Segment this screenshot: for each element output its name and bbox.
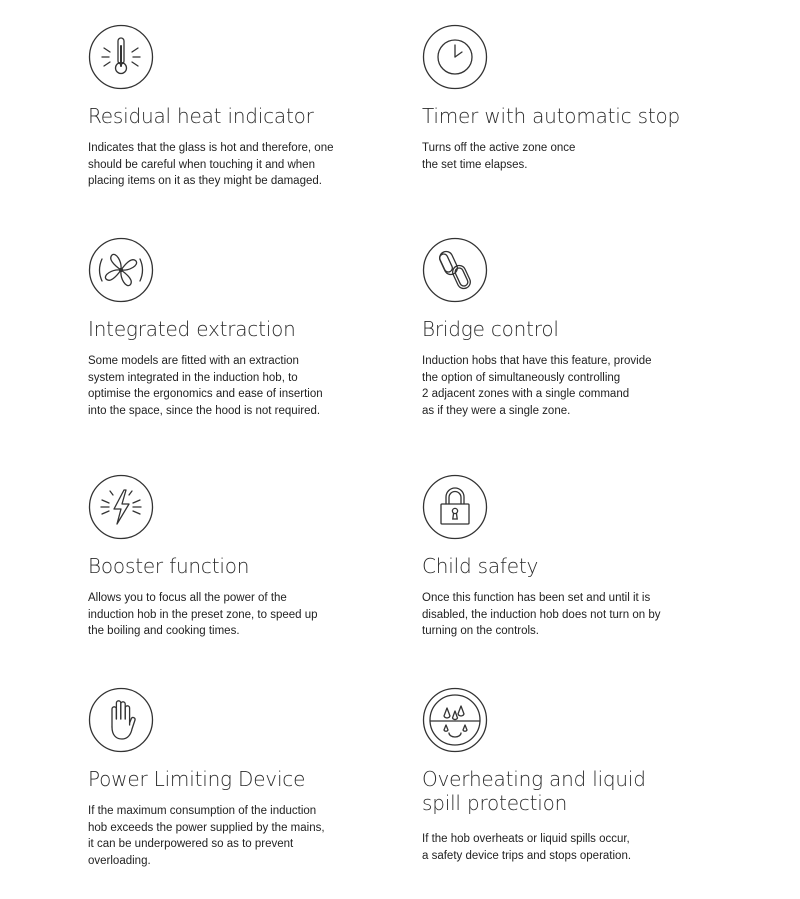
- feature-description: If the hob overheats or liquid spills occur, a safety device trips and stops operation.: [422, 833, 632, 862]
- feature-title: Power Limiting Device: [88, 767, 306, 791]
- feature-child-safety: [422, 474, 752, 640]
- feature-title: Overheating and liquid spill protection: [422, 767, 646, 815]
- feature-description: Induction hobs that have this feature, provide the option of simultaneously controlling 2 adjacent zones with a single command as if they were a single zone.: [422, 355, 652, 417]
- feature-booster: [88, 474, 418, 640]
- feature-residual-heat: [88, 24, 418, 190]
- lightning-icon: [88, 474, 154, 540]
- feature-title: Residual heat indicator: [88, 104, 314, 128]
- fan-icon: [88, 237, 154, 303]
- feature-description: Once this function has been set and until it is disabled, the induction hob does not turn on by turning on the controls.: [422, 592, 661, 637]
- thermometer-icon: [88, 24, 154, 90]
- feature-power-limiting: [88, 687, 418, 869]
- feature-title: Child safety: [422, 554, 539, 578]
- feature-description: If the maximum consumption of the induction hob exceeds the power supplied by the mains, it can be underpowered so as to prevent overloading.: [88, 805, 325, 867]
- feature-timer: [422, 24, 752, 173]
- padlock-icon: [422, 474, 488, 540]
- feature-description: Some models are fitted with an extraction system integrated in the induction hob, to optimise the ergonomics and ease of insertion into the space, since the hood is not required.: [88, 355, 323, 417]
- feature-title: Bridge control: [422, 317, 559, 341]
- feature-title: Integrated extraction: [88, 317, 296, 341]
- chain-link-icon: [422, 237, 488, 303]
- feature-bridge-control: [422, 237, 752, 419]
- hand-icon: [88, 687, 154, 753]
- feature-description: Turns off the active zone once the set time elapses.: [422, 142, 576, 171]
- feature-overheating-protection: [422, 687, 752, 864]
- feature-title: Timer with automatic stop: [422, 104, 681, 128]
- droplets-shield-icon: [422, 687, 488, 753]
- feature-title: Booster function: [88, 554, 250, 578]
- clock-icon: [422, 24, 488, 90]
- feature-integrated-extraction: [88, 237, 418, 419]
- feature-description: Allows you to focus all the power of the induction hob in the preset zone, to speed up the boiling and cooking times.: [88, 592, 318, 637]
- feature-description: Indicates that the glass is hot and therefore, one should be careful when touching it and when placing items on it as they might be damaged.: [88, 142, 334, 187]
